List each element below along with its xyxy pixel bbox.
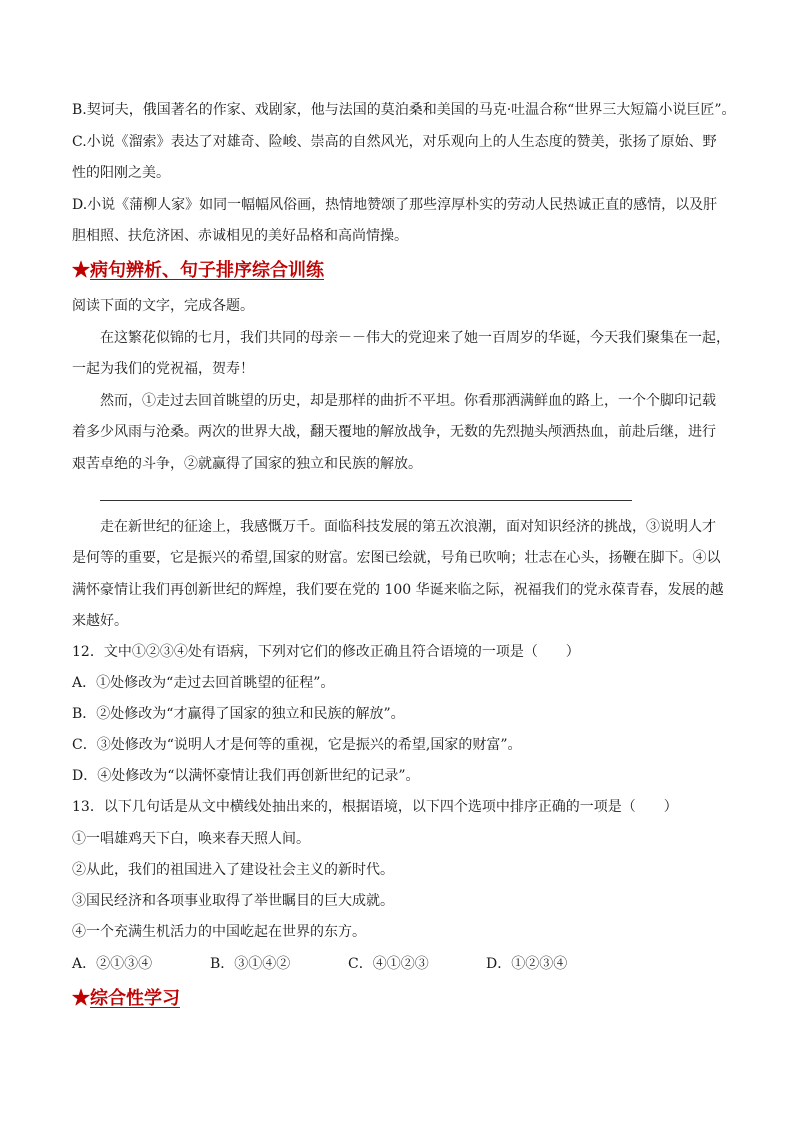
q13-option-a: A．②①③④ — [72, 956, 153, 972]
blank-fill-line — [100, 500, 632, 501]
question-12-stem: 12．文中①②③④处有语病，下列对它们的修改正确且符合语境的一项是（ ） — [72, 644, 580, 660]
section-heading-comprehensive-study — [72, 987, 180, 1011]
section-heading-sentence-training — [72, 259, 324, 283]
q13-option-b: B．③①④② — [210, 956, 291, 972]
option-c-line: C.小说《溜索》表达了对雄奇、险峻、崇高的自然风光，对乐观向上的人生态度的赞美，张扬了原始、野 — [72, 134, 717, 150]
passage-line: 艰苦卓绝的斗争，②就赢得了国家的独立和民族的解放。 — [72, 456, 422, 472]
section-title: 病句辨析、句子排序综合训练 — [90, 260, 324, 281]
q13-sentence-2: ②从此，我们的祖国进入了建设社会主义的新时代。 — [72, 862, 394, 878]
q13-sentence-1: ①一唱雄鸡天下白，唤来春天照人间。 — [72, 831, 310, 847]
q13-option-c: C．④①②③ — [348, 956, 429, 972]
option-d-line-cont: 胆相照、扶危济困、赤诚相见的美好品格和高尚情操。 — [72, 228, 408, 244]
star-icon: ★ — [72, 988, 90, 1009]
section-title: 综合性学习 — [90, 988, 180, 1009]
passage-line: 然而，①走过去回首眺望的历史，却是那样的曲折不平坦。你看那洒满鲜血的路上，一个个脚印记载 — [100, 393, 716, 409]
passage-line: 走在新世纪的征途上，我感慨万千。面临科技发展的第五次浪潮，面对知识经济的挑战，③说明人才 — [100, 519, 716, 535]
q13-sentence-3: ③国民经济和各项事业取得了举世瞩目的巨大成就。 — [72, 893, 394, 909]
option-c-line-cont: 性的阳刚之美。 — [72, 165, 170, 181]
option-d-line: D.小说《蒲柳人家》如同一幅幅风俗画，热情地赞颂了那些淳厚朴实的劳动人民热诚正直的感情，以及肝 — [72, 197, 718, 213]
q13-option-d: D．①②③④ — [486, 956, 568, 972]
star-icon: ★ — [72, 260, 90, 281]
passage-line: 满怀豪情让我们再创新世纪的辉煌，我们要在党的 100 华诞来临之际，祝福我们的党永葆青春，发展的越 — [72, 582, 724, 598]
passage-line: 是何等的重要，它是振兴的希望,国家的财富。宏图已绘就，号角已吹响；壮志在心头，扬鞭在脚下。④以 — [72, 550, 721, 566]
q12-option-c: C．③处修改为“说明人才是何等的重视，它是振兴的希望,国家的财富”。 — [72, 737, 522, 753]
q12-option-b: B．②处修改为“才赢得了国家的独立和民族的解放”。 — [72, 706, 405, 722]
q12-option-a: A．①处修改为“走过去回首眺望的征程”。 — [72, 675, 335, 691]
q13-sentence-4: ④一个充满生机活力的中国屹起在世界的东方。 — [72, 924, 366, 940]
passage-line: 一起为我们的党祝福，贺寿！ — [72, 361, 254, 377]
question-13-stem: 13．以下几句话是从文中横线处抽出来的，根据语境，以下四个选项中排序正确的一项是（ ） — [72, 799, 678, 815]
instruction: 阅读下面的文字，完成各题。 — [72, 298, 254, 314]
option-b-line: B.契诃夫，俄国著名的作家、戏剧家，他与法国的莫泊桑和美国的马克·吐温合称“世界三大短篇小说巨匠”。 — [72, 102, 736, 118]
passage-line: 着多少风雨与沧桑。两次的世界大战，翻天覆地的解放战争，无数的先烈抛头颅洒热血，前赴后继，进行 — [72, 424, 716, 440]
q12-option-d: D．④处修改为“以满怀豪情让我们再创新世纪的记录”。 — [72, 768, 420, 784]
passage-line: 来越好。 — [72, 613, 128, 629]
passage-line: 在这繁花似锦的七月，我们共同的母亲－－伟大的党迎来了她一百周岁的华诞，今天我们聚集在一起， — [100, 330, 730, 346]
